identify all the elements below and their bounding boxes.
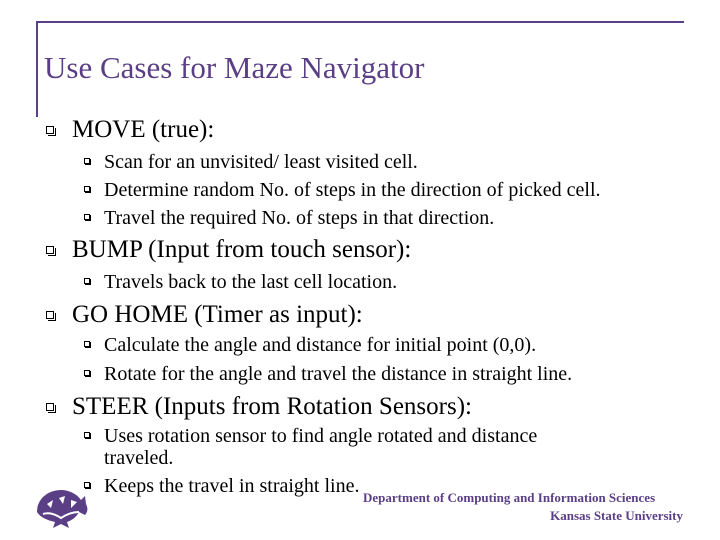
section-bullet-icon (46, 126, 54, 134)
frame-left-line (36, 21, 38, 117)
section-heading-go-home: GO HOME (Timer as input): (72, 301, 363, 328)
list-item: Travel the required No. of steps in that direction. (104, 207, 495, 229)
frame-top-line (36, 21, 684, 23)
section-bullet-icon (46, 403, 54, 411)
sub-bullet-icon (84, 186, 90, 192)
section-heading-steer: STEER (Inputs from Rotation Sensors): (72, 393, 472, 420)
section-bullet-icon (46, 246, 54, 254)
sub-bullet-icon (84, 158, 90, 164)
wildcat-logo-icon (33, 482, 89, 530)
section-heading-move: MOVE (true): (72, 116, 215, 143)
sub-bullet-icon (84, 370, 90, 376)
list-item-continuation: traveled. (104, 447, 174, 469)
sub-bullet-icon (84, 278, 90, 284)
footer-university: Kansas State University (550, 508, 683, 523)
footer-department: Department of Computing and Information Sciences (363, 490, 656, 505)
section-bullet-icon (46, 311, 54, 319)
list-item: Calculate the angle and distance for initial point (0,0). (104, 334, 537, 356)
sub-bullet-icon (84, 341, 90, 347)
sub-bullet-icon (84, 432, 90, 438)
sub-bullet-icon (84, 214, 90, 220)
list-item: Uses rotation sensor to find angle rotated and distance (104, 425, 538, 447)
section-heading-bump: BUMP (Input from touch sensor): (72, 236, 412, 263)
list-item: Keeps the travel in straight line. (104, 475, 360, 497)
list-item: Travels back to the last cell location. (104, 271, 398, 293)
list-item: Rotate for the angle and travel the distance in straight line. (104, 363, 573, 385)
list-item: Determine random No. of steps in the direction of picked cell. (104, 179, 601, 201)
list-item: Scan for an unvisited/ least visited cell. (104, 151, 418, 173)
slide-title: Use Cases for Maze Navigator (44, 50, 425, 85)
